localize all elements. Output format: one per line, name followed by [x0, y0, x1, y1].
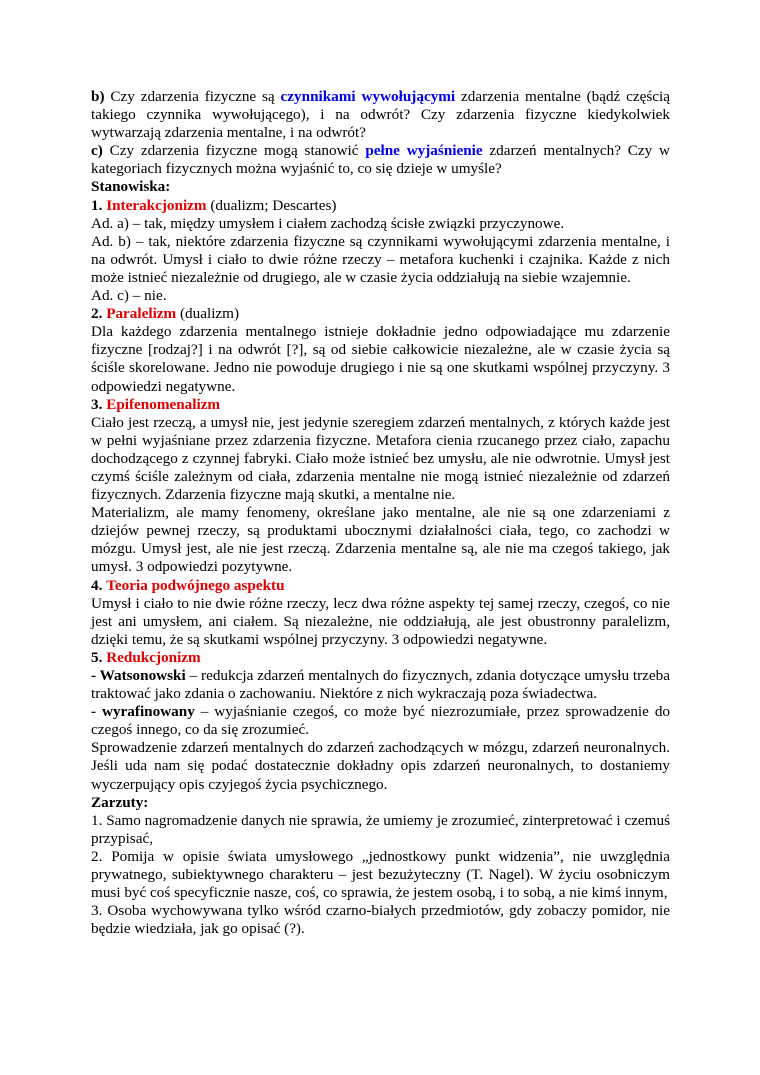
section-2-number: 2. [91, 305, 103, 323]
wyrafinowany-label: - wyrafinowany [91, 703, 195, 721]
question-b [91, 88, 670, 142]
question-b-post: zdarzenia mentalne (bądź częścią takiego czynnika wywołującego), i na odwrót? Czy zdarzenia fizyczne kiedykolwiek wytwarzają zdarzenia mentalne, i na odwrót? [91, 88, 670, 142]
section-1-number: 1. [91, 196, 103, 214]
section-5-watsonowski [91, 667, 670, 703]
section-1-heading [91, 197, 670, 215]
section-2-title: Paralelizm [106, 305, 177, 323]
section-3-number: 3. [91, 395, 103, 413]
section-3-text-1: Ciało jest rzeczą, a umysł nie, jest jedynie szeregiem zdarzeń mentalnych, z których każde jest w pełni wyjaśniane przez zdarzenia fizyczne. Metafora cienia rzucanego przez ciało, zapachu dochodzącego z czynnej fabryki. Ciało może istnieć bez umysłu, ale nie odwrotnie. Umysł jest czymś ściśle zależnym od ciała, zdarzenia mentalne nie mogą istnieć niezależnie od zdarzeń fizycznych. Zdarzenia fizyczne mają skutki, a mentalne nie. [91, 413, 670, 504]
wyrafinowany-text: – wyjaśnianie czegoś, co może być niezrozumiałe, przez sprowadzenie do czegoś innego, co da się zrozumieć. [91, 703, 671, 739]
watsonowski-label: - Watsonowski [91, 667, 186, 684]
question-c [91, 142, 670, 178]
section-4-number: 4. [91, 576, 103, 594]
section-5-text: Sprowadzenie zdarzeń mentalnych do zdarzeń zachodzących w mózgu, zdarzeń neuronalnych. Jeśli uda nam się podać dostatecznie dokładny opis zdarzeń neuronalnych, to dostaniemy wyczerpujący opis czyjegoś życia psychicznego. [91, 739, 670, 793]
objection-item-1: 1. Samo nagromadzenie danych nie sprawia, że umiemy je zrozumieć, zinterpretować i czemuś przypisać, [91, 811, 670, 847]
section-5-heading [91, 649, 670, 667]
section-2-text: Dla każdego zdarzenia mentalnego istnieje dokładnie jedno odpowiadające mu zdarzenie fizyczne [rodzaj?] i na odwrót [?], są od siebie całkowicie niezależne, ale w czasie życia są ściśle skorelowane. Jedno nie powoduje drugiego i nie są one skutkami wspólnej przyczyny. 3 odpowiedzi negatywne. [91, 323, 670, 395]
section-3-text-2: Materializm, ale mamy fenomeny, określane jako mentalne, ale nie są one zdarzeniami z dziejów pewnej rzeczy, są produktami ubocznymi działalności ciała, tego, co zachodzi w mózgu. Umysł jest, ale nie jest rzeczą. Zdarzenia mentalne są, ale nie ma czegoś takiego, jak umysł. 3 odpowiedzi pozytywne. [91, 504, 670, 576]
objections-heading: Zarzuty: [91, 793, 149, 811]
question-c-post: zdarzeń mentalnych? Czy w kategoriach fizycznych można wyjaśnić to, co się dzieje w umyśle? [91, 142, 671, 178]
section-1-note: (dualizm; Descartes) [206, 196, 337, 214]
positions-heading: Stanowiska: [91, 178, 171, 196]
question-c-pre: Czy zdarzenia fizyczne mogą stanowić [102, 142, 366, 160]
objection-item-2: 2. Pomija w opisie świata umysłowego „jednostkowy punkt widzenia”, nie uwzględnia prywatnego, subiektywnego charakteru – jest bezużyteczny (T. Nagel). W życiu osobniczym musi być coś specyficznie nasze, coś, co sprawia, że jestem osobą, i to sobą, a nie kimś innym, [91, 847, 670, 902]
question-b-highlight: czynnikami wywołującymi [280, 88, 456, 105]
section-4-text: Umysł i ciało to nie dwie różne rzeczy, lecz dwa różne aspekty tej samej rzeczy, czegoś, co nie jest ani umysłem, ani ciałem. Są niezależne, nie oddziałują, ale jest obustronny paralelizm, dzięki temu, że są skutkami wspólnej przyczyny. 3 odpowiedzi negatywne. [91, 594, 670, 648]
objection-item-3: 3. Osoba wychowywana tylko wśród czarno-białych przedmiotów, gdy zobaczy pomidor, nie będzie wiedziała, jak go opisać (?). [91, 902, 670, 938]
section-4-heading [91, 577, 670, 595]
question-b-label: b) [91, 88, 105, 105]
section-1-answer-c: Ad. c) – nie. [91, 287, 167, 305]
watsonowski-text: – redukcja zdarzeń mentalnych do fizycznych, zdania dotyczące umysłu trzeba traktować jako zdania o zachowaniu. Niektóre z nich wykraczają poza świadectwa. [91, 667, 670, 703]
section-4-title: Teoria podwójnego aspektu [106, 576, 285, 594]
question-c-label: c) [91, 142, 103, 160]
section-1-answer-a: Ad. a) – tak, między umysłem i ciałem zachodzą ścisłe związki przyczynowe. [91, 214, 565, 232]
section-2-note: (dualizm) [176, 305, 240, 323]
section-2-heading [91, 305, 670, 323]
section-5-title: Redukcjonizm [106, 648, 201, 666]
question-b-pre: Czy zdarzenia fizyczne są [104, 88, 281, 105]
section-5-number: 5. [91, 648, 103, 666]
section-1-title: Interakcjonizm [106, 196, 207, 214]
section-3-heading [91, 396, 670, 414]
section-1-answer-b: Ad. b) – tak, niektóre zdarzenia fizyczne są czynnikami wywołującymi zdarzenia mentalne, i na odwrót. Umysł i ciało to dwie różne rzeczy – metafora kuchenki i czajnika. Każde z nich może istnieć niezależnie od drugiego, ale w czasie życia oddziałują na siebie wzajemnie. [91, 232, 670, 286]
section-3-title: Epifenomenalizm [106, 395, 221, 413]
section-5-wyrafinowany [91, 703, 670, 739]
question-c-highlight: pełne wyjaśnienie [365, 142, 483, 160]
